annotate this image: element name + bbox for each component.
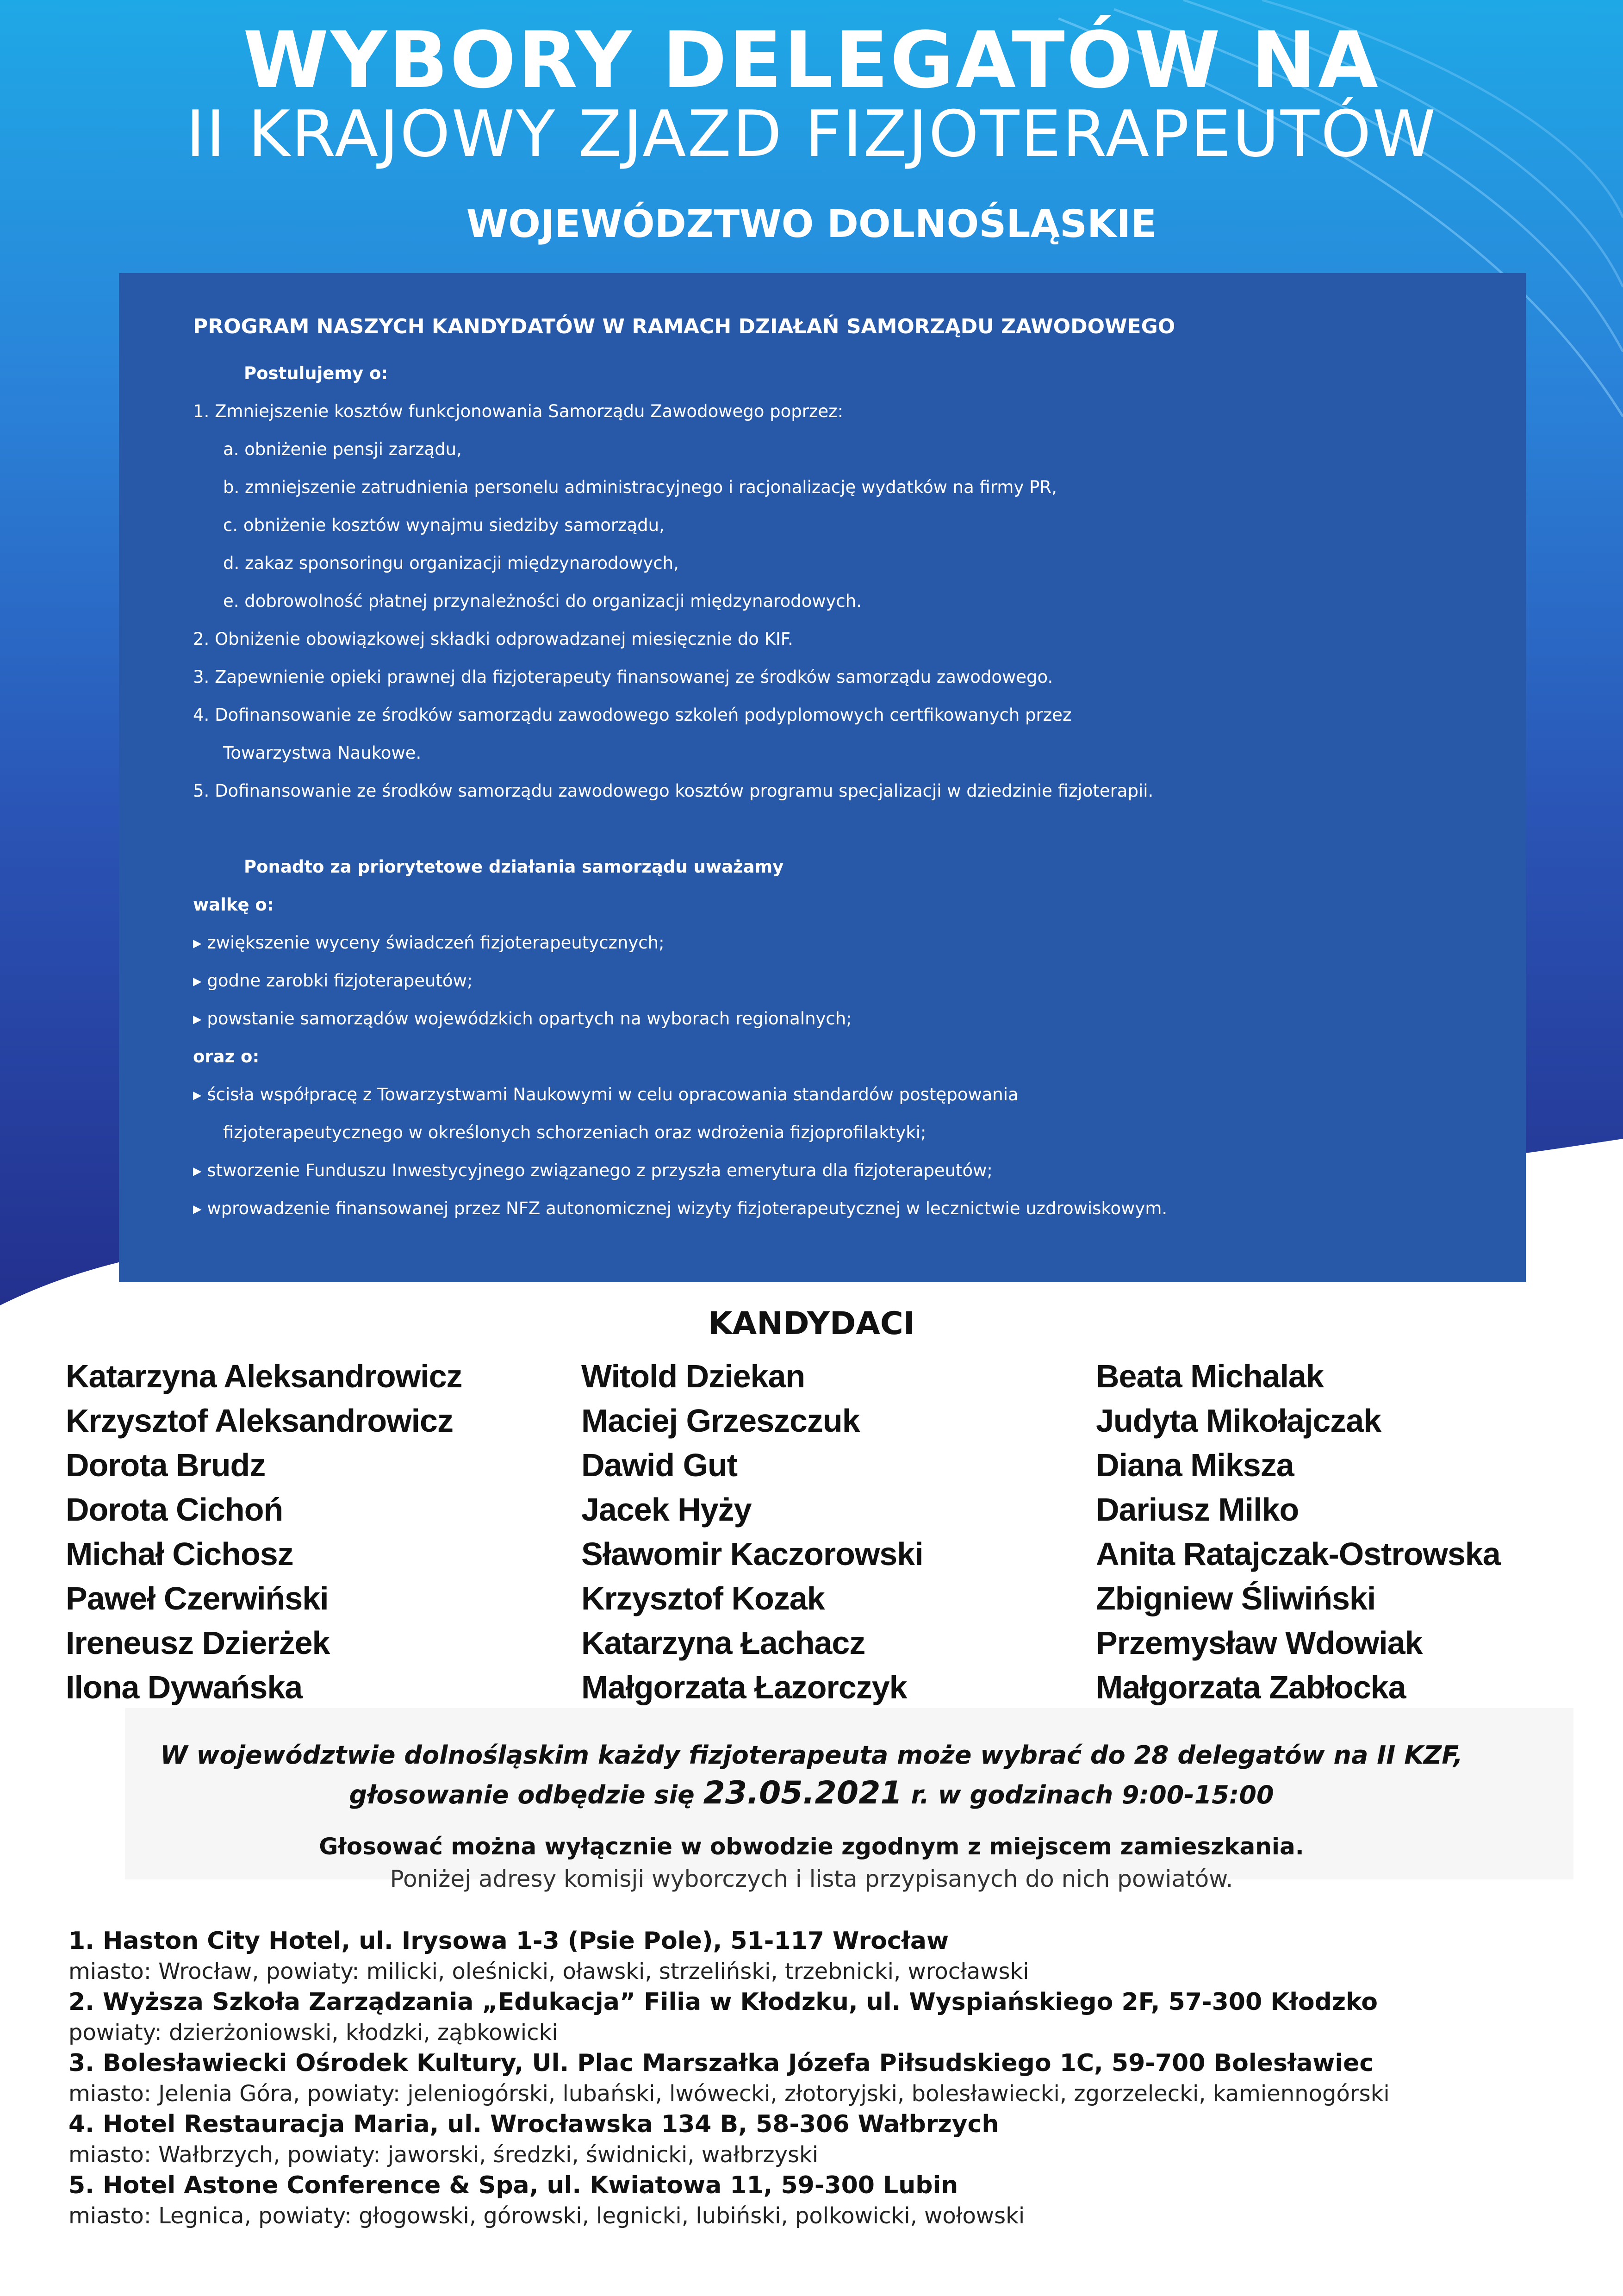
candidate-name: Dorota Brudz	[66, 1447, 266, 1483]
program-line: a. obniżenie pensji zarządu,	[223, 439, 462, 459]
program-line: fizjoterapeutycznego w określonych schorzeniach oraz wdrożenia fizjoprofilaktyki;	[223, 1123, 927, 1142]
address-districts: miasto: Wrocław, powiaty: milicki, oleśnicki, oławski, strzeliński, trzebnicki, wrocławski	[68, 1959, 1029, 1984]
program-line: Postulujemy o:	[244, 363, 388, 383]
program-line: ▸ zwiększenie wyceny świadczeń fizjoterapeutycznych;	[193, 933, 665, 953]
program-line: ▸ wprowadzenie finansowanej przez NFZ autonomicznej wizyty fizjoterapeutycznej w lecznictwie uzdrowiskowym.	[193, 1198, 1168, 1218]
address-title: 4. Hotel Restauracja Maria, ul. Wrocławska 134 B, 58-306 Wałbrzych	[68, 2110, 999, 2138]
program-line: b. zmniejszenie zatrudnienia personelu administracyjnego i racjonalizację wydatków na firmy PR,	[223, 477, 1057, 497]
candidate-name: Witold Dziekan	[581, 1358, 805, 1394]
program-line: 2. Obniżenie obowiązkowej składki odprowadzanej miesięcznie do KIF.	[193, 629, 793, 649]
candidate-name: Michał Cichosz	[66, 1536, 293, 1572]
candidate-name: Dawid Gut	[581, 1447, 738, 1483]
address-title: 1. Haston City Hotel, ul. Irysowa 1-3 (Psie Pole), 51-117 Wrocław	[68, 1927, 949, 1955]
residence-notice: Głosować można wyłącznie w obwodzie zgodnym z miejscem zamieszkania.	[319, 1833, 1304, 1860]
candidate-name: Małgorzata Łazorczyk	[581, 1669, 907, 1705]
candidate-name: Anita Ratajczak-Ostrowska	[1096, 1536, 1500, 1572]
candidate-name: Krzysztof Kozak	[581, 1580, 825, 1616]
candidate-name: Maciej Grzeszczuk	[581, 1403, 860, 1439]
candidate-name: Małgorzata Zabłocka	[1096, 1669, 1406, 1705]
program-line: e. dobrowolność płatnej przynależności do organizacji międzynarodowych.	[223, 591, 862, 611]
voting-date-text	[0, 1775, 1623, 1811]
program-line: d. zakaz sponsoringu organizacji międzynarodowych,	[223, 553, 679, 573]
candidate-name: Beata Michalak	[1096, 1358, 1324, 1394]
address-title: 5. Hotel Astone Conference & Spa, ul. Kwiatowa 11, 59-300 Lubin	[68, 2171, 958, 2199]
candidate-name: Ilona Dywańska	[66, 1669, 303, 1705]
region-title: WOJEWÓDZTWO DOLNOŚLĄSKIE	[466, 202, 1157, 246]
addresses-intro: Poniżej adresy komisji wyborczych i lista przypisanych do nich powiatów.	[390, 1866, 1233, 1892]
candidates-column-1	[66, 1354, 462, 1710]
candidate-name: Krzysztof Aleksandrowicz	[66, 1403, 453, 1439]
candidate-name: Ireneusz Dzierżek	[66, 1625, 330, 1661]
program-line: 4. Dofinansowanie ze środków samorządu zawodowego szkoleń podyplomowych certfikowanych przez	[193, 705, 1072, 725]
candidate-name: Judyta Mikołajczak	[1096, 1403, 1381, 1439]
candidate-name: Katarzyna Aleksandrowicz	[66, 1358, 462, 1394]
address-districts: powiaty: dzierżoniowski, kłodzki, ząbkowicki	[68, 2020, 558, 2046]
program-line: ▸ stworzenie Funduszu Inwestycyjnego związanego z przyszła emerytura dla fizjoterapeutów;	[193, 1160, 993, 1180]
program-line: ▸ ścisła współpracę z Towarzystwami Naukowymi w celu opracowania standardów postępowania	[193, 1085, 1019, 1104]
page-title: WYBORY DELEGATÓW NA	[243, 15, 1380, 106]
address-districts: miasto: Wałbrzych, powiaty: jaworski, średzki, świdnicki, wałbrzyski	[68, 2142, 819, 2168]
address-title: 3. Bolesławiecki Ośrodek Kultury, Ul. Plac Marszałka Józefa Piłsudskiego 1C, 59-700 Bolesławiec	[68, 2049, 1374, 2077]
candidate-name: Diana Miksza	[1096, 1447, 1294, 1483]
program-line: 1. Zmniejszenie kosztów funkcjonowania Samorządu Zawodowego poprzez:	[193, 401, 844, 421]
candidate-name: Dariusz Milko	[1096, 1491, 1299, 1528]
voting-rule-text: W województwie dolnośląskim każdy fizjoterapeuta może wybrać do 28 delegatów na II KZF,	[160, 1741, 1463, 1770]
voting-date: 23.05.2021	[703, 1775, 902, 1811]
address-list	[68, 1926, 1596, 2231]
voting-date-prefix: głosowanie odbędzie się	[349, 1780, 703, 1809]
program-line: ▸ godne zarobki fizjoterapeutów;	[193, 971, 473, 991]
address-districts: miasto: Jelenia Góra, powiaty: jeleniogórski, lubański, lwówecki, złotoryjski, bolesławiecki, zgorzelecki, kamiennogórski	[68, 2081, 1390, 2107]
candidates-column-2	[581, 1354, 923, 1710]
candidate-name: Zbigniew Śliwiński	[1096, 1580, 1376, 1616]
program-line: Ponadto za priorytetowe działania samorządu uważamy	[244, 857, 784, 877]
program-line: Towarzystwa Naukowe.	[223, 743, 422, 763]
candidates-title: KANDYDACI	[708, 1305, 915, 1342]
page-subtitle: II KRAJOWY ZJAZD FIZJOTERAPEUTÓW	[186, 97, 1437, 171]
voting-hours: r. w godzinach 9:00-15:00	[902, 1780, 1274, 1809]
program-box	[119, 273, 1526, 1282]
candidates-column-3	[1096, 1354, 1500, 1710]
program-line: walkę o:	[193, 895, 274, 915]
program-line: oraz o:	[193, 1047, 260, 1067]
program-line: 5. Dofinansowanie ze środków samorządu zawodowego kosztów programu specjalizacji w dziedzinie fizjoterapii.	[193, 781, 1154, 801]
program-line: ▸ powstanie samorządów wojewódzkich opartych na wyborach regionalnych;	[193, 1009, 852, 1029]
program-heading: PROGRAM NASZYCH KANDYDATÓW W RAMACH DZIAŁAŃ SAMORZĄDU ZAWODOWEGO	[193, 315, 1175, 338]
candidate-name: Sławomir Kaczorowski	[581, 1536, 923, 1572]
candidate-name: Katarzyna Łachacz	[581, 1625, 865, 1661]
program-line: c. obniżenie kosztów wynajmu siedziby samorządu,	[223, 515, 665, 535]
address-title: 2. Wyższa Szkoła Zarządzania „Edukacja” Filia w Kłodzku, ul. Wyspiańskiego 2F, 57-300 Kłodzko	[68, 1988, 1378, 2016]
candidate-name: Przemysław Wdowiak	[1096, 1625, 1423, 1661]
address-districts: miasto: Legnica, powiaty: głogowski, górowski, legnicki, lubiński, polkowicki, wołowski	[68, 2203, 1025, 2229]
candidate-name: Dorota Cichoń	[66, 1491, 283, 1528]
candidate-name: Jacek Hyży	[581, 1491, 752, 1528]
program-line: 3. Zapewnienie opieki prawnej dla fizjoterapeuty finansowanej ze środków samorządu zawodowego.	[193, 667, 1053, 687]
candidate-name: Paweł Czerwiński	[66, 1580, 329, 1616]
